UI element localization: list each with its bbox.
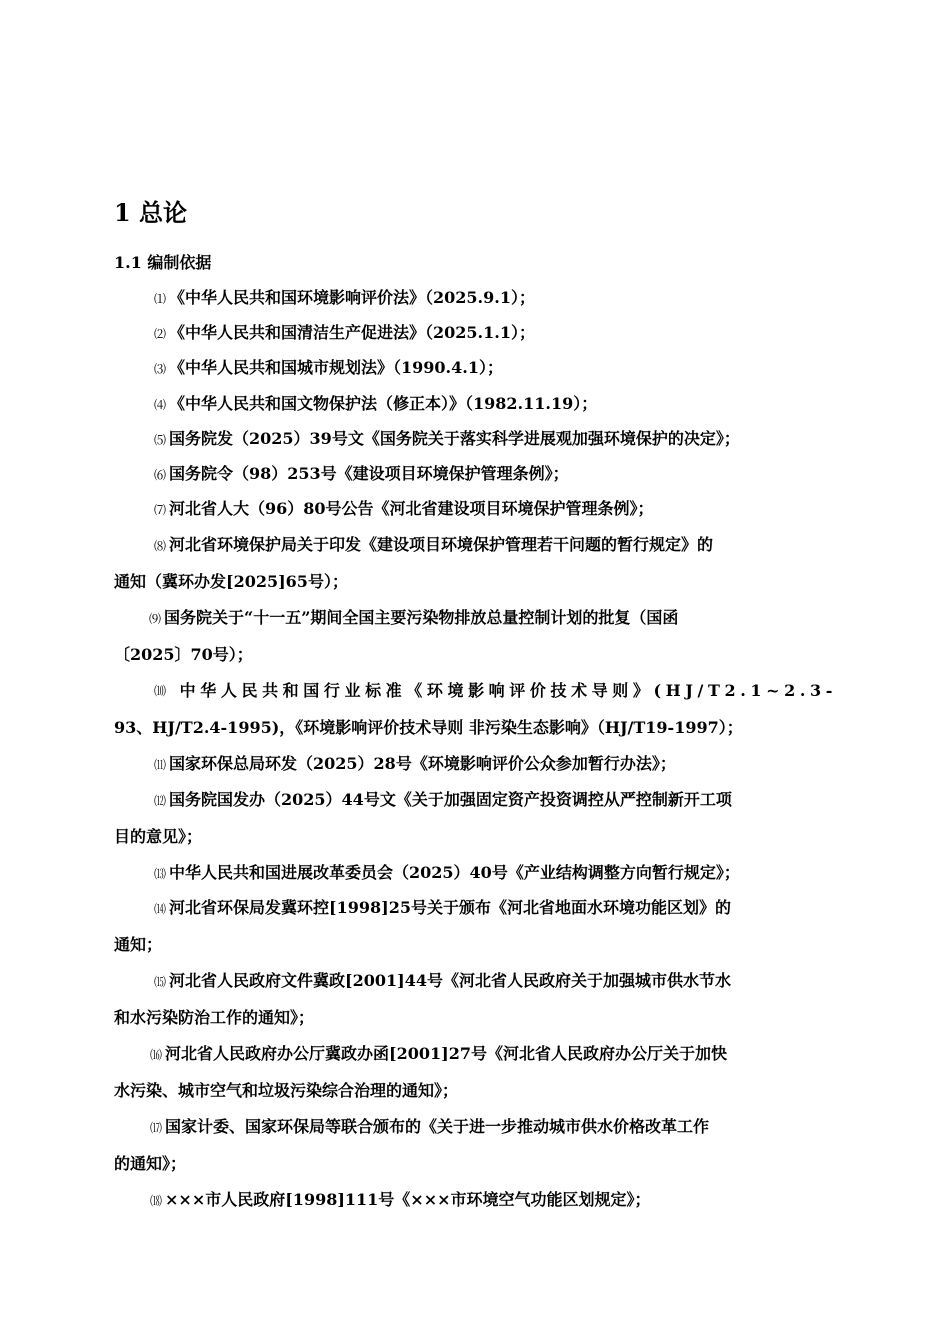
list-item-continuation: 的通知》； xyxy=(114,1154,187,1173)
item-number: ⒅ xyxy=(150,1194,163,1208)
item-text: 《中华人民共和国清洁生产促进法》（2025.1.1）； xyxy=(169,323,535,342)
item-text: 河北省人民政府文件冀政[2001]44号《河北省人民政府关于加强城市供水节水 xyxy=(169,971,731,990)
item-text: 河北省人大（96）80号公告《河北省建设项目环境保护管理条例》； xyxy=(169,499,654,518)
item-text: 国务院关于“十一五”期间全国主要污染物排放总量控制计划的批复（国函 xyxy=(164,608,679,627)
item-number: ⒂ xyxy=(154,975,167,989)
list-item xyxy=(154,287,535,310)
list-item xyxy=(154,428,740,451)
item-number: ⑴ xyxy=(154,292,167,306)
item-number: ⑶ xyxy=(154,362,167,376)
list-item xyxy=(154,498,654,521)
item-number: ⑺ xyxy=(154,503,167,517)
item-text: 河北省人民政府办公厅冀政办函[2001]27号《河北省人民政府办公厅关于加快 xyxy=(165,1044,727,1063)
list-item xyxy=(154,789,732,812)
list-item-continuation: 通知（冀环办发[2025]65号）； xyxy=(114,572,348,591)
item-number: ⒄ xyxy=(150,1121,163,1135)
item-text: 国务院国发办（2025）44号文《关于加强固定资产投资调控从严控制新开工项 xyxy=(169,790,732,809)
item-text: 河北省环保局发冀环控[1998]25号关于颁布《河北省地面水环境功能区划》的 xyxy=(169,898,731,917)
list-item xyxy=(154,862,740,885)
item-number: ⑹ xyxy=(154,468,167,482)
item-number: ⒁ xyxy=(154,902,167,916)
list-item xyxy=(150,1043,727,1066)
list-item xyxy=(154,534,713,557)
item-text: 《中华人民共和国城市规划法》（1990.4.1）； xyxy=(169,358,503,377)
item-number: ⑿ xyxy=(154,794,167,808)
list-item xyxy=(154,357,503,380)
list-item-continuation: 和水污染防治工作的通知》； xyxy=(114,1008,315,1027)
list-item-continuation: 〔2025〕70号）； xyxy=(114,645,253,664)
item-number: ⑷ xyxy=(154,398,167,412)
item-text: 国家计委、国家环保局等联合颁布的《关于进一步推动城市供水价格改革工作 xyxy=(165,1117,710,1136)
item-number: ⑻ xyxy=(154,539,167,553)
item-number: ⑸ xyxy=(154,433,167,447)
list-item xyxy=(154,322,535,345)
list-item xyxy=(154,680,837,702)
list-item-continuation: 目的意见》； xyxy=(114,827,203,846)
list-item xyxy=(154,753,676,776)
item-number: ⑾ xyxy=(154,758,167,772)
list-item xyxy=(154,897,731,920)
item-text: 国家环保总局环发（2025）28号《环境影响评价公众参加暂行办法》； xyxy=(169,754,676,773)
item-text: 国务院发（2025）39号文《国务院关于落实科学进展观加强环境保护的决定》； xyxy=(169,429,740,448)
item-text: 国务院令（98）253号《建设项目环境保护管理条例》； xyxy=(169,464,569,483)
item-number: ⒀ xyxy=(154,867,167,881)
item-number: ⑵ xyxy=(154,327,167,341)
list-item xyxy=(150,1189,651,1212)
list-item-continuation: 93、HJ/T2.4-1995)，《环境影响评价技术导则 非污染生态影响》（HJ/T19-1997）； xyxy=(114,718,743,737)
chapter-title: 1 总论 xyxy=(114,198,188,227)
list-item-continuation: 通知； xyxy=(114,935,163,954)
list-item xyxy=(149,607,678,630)
list-item xyxy=(154,393,597,416)
item-text: 《中华人民共和国文物保护法（修正本）》（1982.11.19）； xyxy=(169,394,598,413)
item-number: ⒃ xyxy=(150,1048,163,1062)
item-text: ×××市人民政府[1998]111号《×××市环境空气功能区划规定》； xyxy=(165,1190,651,1209)
list-item-continuation: 水污染、城市空气和垃圾污染综合治理的通知》； xyxy=(114,1081,459,1100)
list-item xyxy=(150,1116,709,1139)
item-text: 《中华人民共和国环境影响评价法》（2025.9.1）； xyxy=(169,288,535,307)
section-title: 1.1 编制依据 xyxy=(114,253,212,272)
item-text: 中华人民共和国进展改革委员会（2025）40号《产业结构调整方向暂行规定》； xyxy=(169,863,740,882)
item-number: ⑼ xyxy=(149,612,162,626)
list-item xyxy=(154,970,731,993)
list-item xyxy=(154,463,569,486)
item-text: 中华人民共和国行业标准《环境影响评价技术导则》(HJ/T2.1~2.3- xyxy=(179,681,837,700)
item-text: 河北省环境保护局关于印发《建设项目环境保护管理若干问题的暂行规定》的 xyxy=(169,535,714,554)
item-number: ⑽ xyxy=(154,684,167,698)
